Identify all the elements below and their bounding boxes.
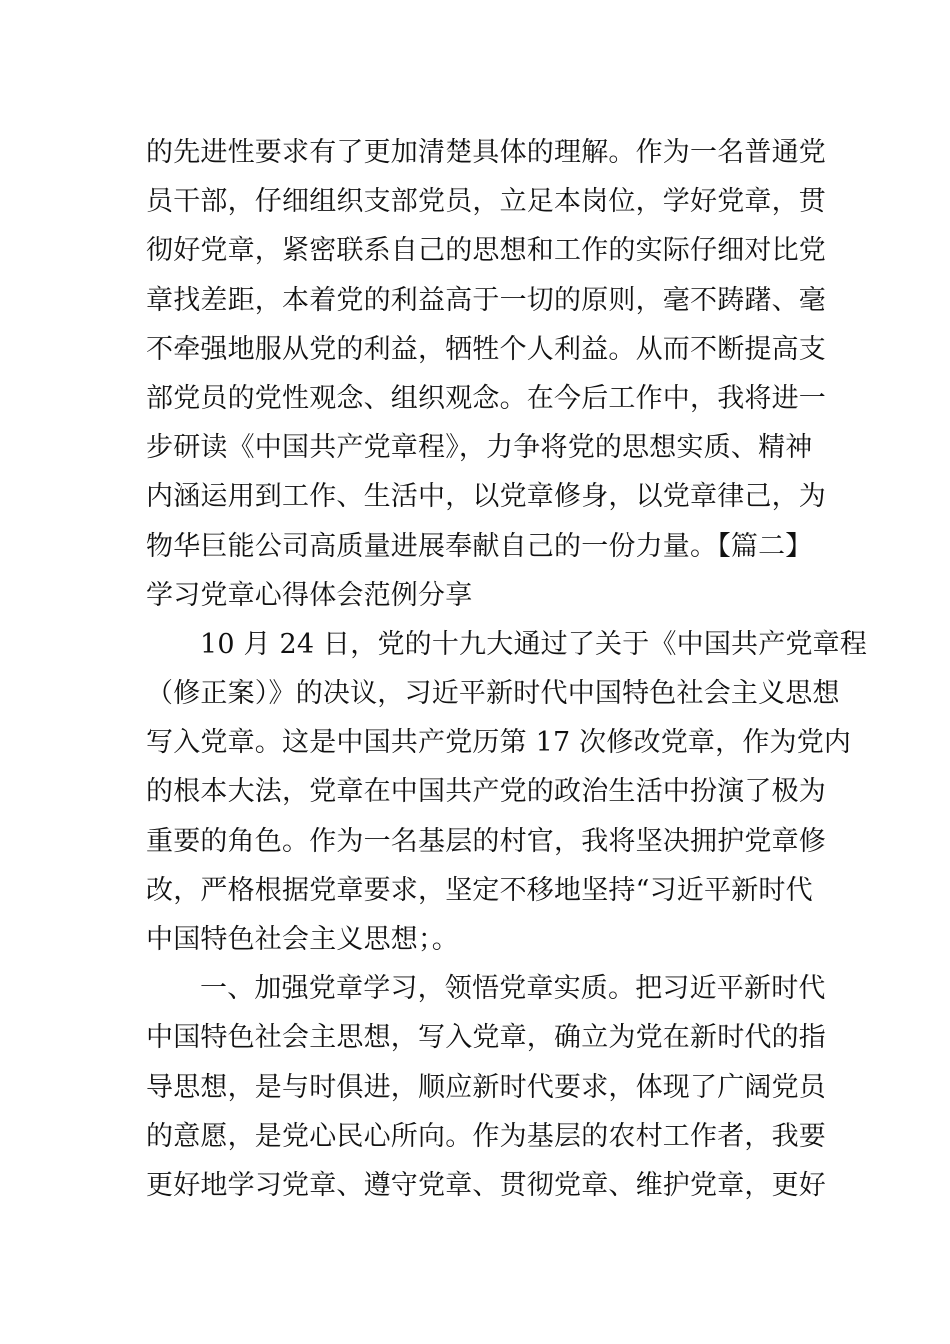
text-line: 中国特色社会主义思想；。 (146, 924, 459, 955)
text-line: 不牵强地服从党的利益，牺牲个人利益。从而不断提高支 (146, 333, 826, 365)
text-line: （修正案）》的决议，习近平新时代中国特色社会主义思想 (146, 678, 840, 710)
text-line: 的先进性要求有了更加清楚具体的理解。作为一名普通党 (146, 137, 826, 168)
paragraph-start-line: 一、加强党章学习，领悟党章实质。把习近平新时代 (200, 973, 826, 1005)
text-line: 部党员的党性观念、组织观念。在今后工作中，我将进一 (146, 382, 826, 414)
text-line: 改，严格根据党章要求，坚定不移地坚持“习近平新时代 (146, 874, 813, 906)
text-line: 物华巨能公司高质量进展奉献自己的一份力量。【篇二】 (146, 530, 813, 562)
text-line: 写入党章。这是中国共产党历第 17 次修改党章，作为党内 (146, 727, 852, 759)
text-line: 中国特色社会主思想，写入党章，确立为党在新时代的指 (146, 1022, 826, 1054)
text-line: 彻好党章，紧密联系自己的思想和工作的实际仔细对比党 (146, 235, 826, 267)
text-line: 的意愿，是党心民心所向。作为基层的农村工作者，我要 (146, 1120, 826, 1152)
text-line: 导思想，是与时俱进，顺应新时代要求，体现了广阔党员 (146, 1071, 826, 1103)
text-line: 员干部，仔细组织支部党员，立足本岗位，学好党章，贯 (146, 186, 826, 218)
section-title: 学习党章心得体会范例分享 (146, 579, 473, 611)
text-line: 内涵运用到工作、生活中，以党章修身，以党章律己，为 (146, 481, 826, 513)
text-line: 步研读《中国共产党章程》，力争将党的思想实质、精神 (146, 432, 813, 464)
text-line: 章找差距，本着党的利益高于一切的原则，毫不踌躇、毫 (146, 284, 826, 316)
paragraph-start-line: 10 月 24 日，党的十九大通过了关于《中国共产党章程 (200, 628, 868, 660)
text-line: 重要的角色。作为一名基层的村官，我将坚决拥护党章修 (146, 825, 826, 857)
document-body (146, 128, 868, 1210)
text-line: 的根本大法，党章在中国共产党的政治生活中扮演了极为 (146, 776, 826, 808)
text-line: 更好地学习党章、遵守党章、贯彻党章、维护党章，更好 (146, 1169, 826, 1201)
